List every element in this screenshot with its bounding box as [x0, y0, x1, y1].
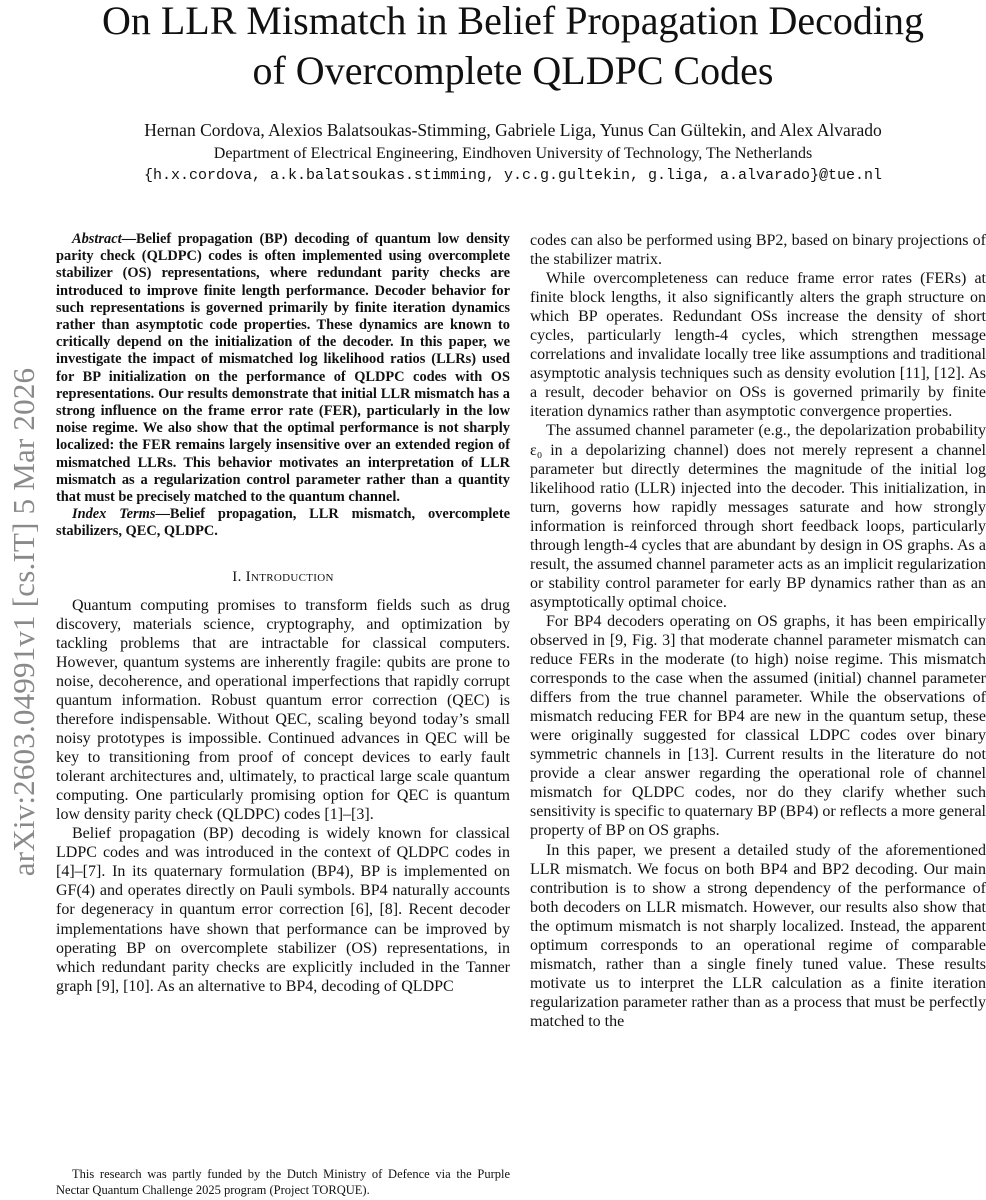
- paragraph-bp4-mismatch: For BP4 decoders operating on OS graphs, it has been empirically observed in [9, Fig. 3] that moderate channel parameter mismatch can reduce FERs in the moderate (to high) noise regime. This mismatch corresponds to the case when the assumed (initial) channel parameter differs from the true channel parameter. While the observations of mismatch reducing FER for BP4 are new in the quantum setup, these were originally suggested for classical LDPC codes over binary symmetric channels in [13]. Current results in the literature do not provide a clear answer regarding the operational role of channel mismatch for QLDPC codes, nor do they clarify whether such sensitivity is specific to quaternary BP (BP4) or reflects a more general property of BP on OS graphs.: [530, 612, 986, 840]
- paper-title: [40, 0, 986, 96]
- arxiv-sidebar-stamp: [4, 312, 44, 932]
- author-emails: {h.x.cordova, a.k.balatsoukas.stimming, y.c.g.gultekin, g.liga, a.alvarado}@tue.nl: [143, 167, 883, 184]
- index-terms-label: Index Terms: [72, 506, 156, 523]
- paragraph-intro-2: Belief propagation (BP) decoding is widely known for classical LDPC codes and was introduced in the context of QLDPC codes in [4]–[7]. In its quaternary formulation (BP4), BP is implemented on GF(4) and operates directly on Pauli symbols. BP4 naturally accounts for degeneracy in quantum error correction [6], [8]. Recent decoder implementations have shown that performance can be improved by operating BP on overcomplete stabilizer (OS) representations, in which redundant parity checks are explicitly included in the Tanner graph [9], [10]. As an alternative to BP4, decoding of QLDPC: [56, 825, 510, 995]
- right-column: [530, 231, 986, 1031]
- funding-footnote: This research was partly funded by the Dutch Ministry of Defence via the Purple Nectar Quantum Challenge 2025 program (Project TORQUE).: [56, 1167, 510, 1197]
- title-line-2: of Overcomplete QLDPC Codes: [252, 48, 774, 93]
- paragraph-contribution: In this paper, we present a detailed study of the aforementioned LLR mismatch. We focus on both BP4 and BP2 decoding. Our main contribution is to show a strong dependency of the performance of both decoders on LLR mismatch. However, our results also show that the optimum mismatch is not sharply localized. Instead, the apparent optimum corresponds to an operational regime of comparable mismatch, rather than a single finely tuned value. These results motivate us to interpret the LLR calculation as a finite iteration regularization parameter rather than as a process that must be perfectly matched to the: [530, 841, 986, 1030]
- abstract-text: —Belief propagation (BP) decoding of quantum low density parity check (QLDPC) codes is often implemented using overcomplete stabilizer (OS) representations, where redundant parity checks are introduced to improve finite length performance. Decoder behavior for such representations is governed primarily by finite iteration dynamics rather than asymptotic code properties. These dynamics are known to critically depend on the initialization of the decoder. In this paper, we investigate the impact of mismatched log likelihood ratios (LLRs) used for BP initialization on the performance of QLDPC codes with OS representations. Our results demonstrate that initial LLR mismatch has a strong influence on the frame error rate (FER), particularly in the low noise regime. We also show that the optimal performance is not sharply localized: the FER remains largely insensitive over an extended region of mismatched LLRs. This behavior motivates an interpretation of LLR mismatch as a regularization control parameter rather than a quantity that must be precisely matched to the quantum channel.: [56, 231, 510, 506]
- paragraph-intro-1: Quantum computing promises to transform fields such as drug discovery, materials science, cryptography, and optimization by tackling problems that are intractable for classical computers. However, quantum systems are inherently fragile: qubits are prone to noise, decoherence, and operational imperfections that rapidly corrupt quantum information. Robust quantum error correction (QEC) is therefore indispensable. Without QEC, scaling beyond today’s small noisy prototypes is impossible. Continued advances in QEC will be key to transitioning from proof of concept devices to early fault tolerant architectures and, ultimately, to practical large scale quantum computing. One particularly promising option for QEC is quantum low density parity check (QLDPC) codes [1]–[3].: [56, 596, 510, 824]
- index-terms-text: —Belief propagation, LLR mismatch, overcomplete stabilizers, QEC, QLDPC.: [56, 506, 510, 540]
- paragraph-channel-parameter: The assumed channel parameter (e.g., the depolarization probability ε₀ in a depolarizing channel) does not merely represent a channel parameter but directly determines the magnitude of the initial log likelihood ratio (LLR) injected into the decoder. This initialization, in turn, governs how rapidly messages saturate and how strongly information is reinforced through short feedback loops, particularly through length-4 cycles that are abundant by design in OS graphs. As a result, the assumed channel parameter acts as an implicit regularization or stability control parameter for early BP dynamics rather than as an asymptotically optimal choice.: [530, 422, 986, 611]
- left-column: [56, 231, 510, 996]
- section-heading-introduction: I. Introduction: [232, 568, 334, 585]
- paragraph-continued: codes can also be performed using BP2, based on binary projections of the stabilizer matrix.: [530, 232, 986, 269]
- index-terms: [56, 506, 510, 540]
- paragraph-overcompleteness: While overcompleteness can reduce frame error rates (FERs) at finite block lengths, it also significantly alters the graph structure on which BP operates. Redundant OSs increase the density of short cycles, particularly length-4 cycles, which strengthen message correlations and invalidate locally tree like assumptions and traditional asymptotic analysis techniques such as density evolution [11], [12]. As a result, decoder behavior on OSs is governed primarily by finite iteration dynamics rather than asymptotic convergence properties.: [530, 270, 986, 421]
- affiliation: Department of Electrical Engineering, Eindhoven University of Technology, The Netherlands: [213, 145, 813, 162]
- abstract: [56, 231, 510, 506]
- abstract-label: Abstract: [72, 231, 122, 247]
- title-line-1: On LLR Mismatch in Belief Propagation Decoding: [101, 0, 925, 43]
- author-list: Hernan Cordova, Alexios Balatsoukas-Stimming, Gabriele Liga, Yunus Can Gültekin, and Alex Alvarado: [144, 120, 882, 140]
- arxiv-identifier: arXiv:2603.04991v1 [cs.IT] 5 Mar 2026: [6, 367, 41, 877]
